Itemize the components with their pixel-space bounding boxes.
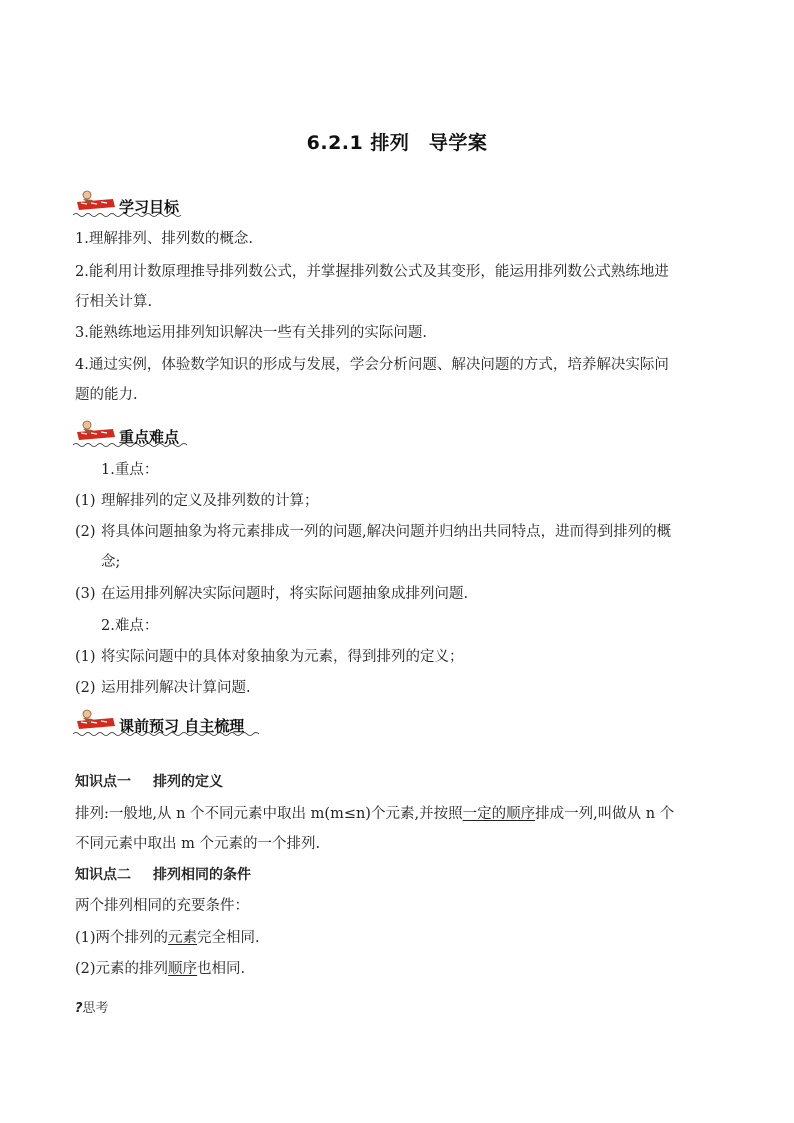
definition-text: 排成一列,叫做从 n 个 bbox=[535, 806, 675, 822]
difficulty-item bbox=[75, 678, 251, 698]
think-prompt bbox=[75, 997, 109, 1016]
condition-intro: 两个排列相同的充要条件： bbox=[75, 898, 249, 914]
wavy-underline bbox=[73, 212, 185, 218]
section-title: 课前预习 自主梳理 bbox=[119, 717, 245, 735]
key-item-text: 将具体问题抽象为将元素排成一列的问题,解决问题并归纳出共同特点，进而得到排列的概 bbox=[101, 524, 672, 540]
goal-item: 3.能熟练地运用排列知识解决一些有关排列的实际问题. bbox=[75, 325, 427, 341]
key-item-num: (1) bbox=[75, 493, 96, 509]
knowledge-point-label: 知识点一 bbox=[75, 774, 131, 790]
difficulty-label: 2.难点： bbox=[101, 618, 159, 634]
key-item-num: (3) bbox=[75, 586, 96, 602]
key-item bbox=[75, 491, 319, 511]
condition-underlined: 顺序 bbox=[168, 961, 198, 977]
wavy-underline bbox=[73, 442, 191, 448]
key-item bbox=[75, 552, 120, 572]
condition-item bbox=[75, 928, 260, 948]
knowledge-point-title: 排列相同的条件 bbox=[153, 867, 251, 883]
key-item-text: 在运用排列解决实际问题时，将实际问题抽象成排列问题. bbox=[101, 586, 469, 602]
difficulty-item-text: 将实际问题中的具体对象抽象为元素，得到排列的定义； bbox=[101, 649, 464, 665]
key-item-text: 理解排列的定义及排列数的计算； bbox=[101, 493, 319, 509]
think-label: 思考 bbox=[82, 1001, 109, 1016]
condition-text: 也相同. bbox=[197, 961, 246, 977]
difficulty-item-text: 运用排列解决计算问题. bbox=[101, 680, 251, 696]
key-item bbox=[75, 522, 671, 542]
key-item bbox=[75, 584, 468, 604]
wavy-underline bbox=[73, 731, 265, 737]
section-title: 学习目标 bbox=[119, 198, 180, 216]
goal-item: 题的能力. bbox=[75, 387, 138, 403]
condition-item bbox=[75, 959, 245, 979]
goal-item: 1.理解排列、排列数的概念. bbox=[75, 231, 253, 247]
question-mark-icon: ? bbox=[75, 1001, 83, 1016]
difficulty-item-num: (1) bbox=[75, 649, 96, 665]
key-item-num: (2) bbox=[75, 524, 96, 540]
definition-line bbox=[75, 804, 674, 824]
knowledge-point-title: 排列的定义 bbox=[153, 774, 223, 790]
knowledge-point-heading bbox=[75, 865, 251, 885]
condition-underlined: 元素 bbox=[168, 930, 198, 946]
condition-text: (1)两个排列的 bbox=[75, 930, 169, 946]
knowledge-point-label: 知识点二 bbox=[75, 867, 131, 883]
condition-text: (2)元素的排列 bbox=[75, 961, 169, 977]
difficulty-item-num: (2) bbox=[75, 680, 96, 696]
goal-item: 行相关计算. bbox=[75, 294, 153, 310]
knowledge-point-heading bbox=[75, 772, 223, 792]
difficulty-item bbox=[75, 647, 464, 667]
section-title: 重点难点 bbox=[119, 428, 180, 446]
definition-text: 排列:一般地,从 n 个不同元素中取出 m(m≤n)个元素,并按照 bbox=[75, 806, 463, 822]
goal-item: 2.能利用计数原理推导排列数公式，并掌握排列数公式及其变形，能运用排列数公式熟练地进 bbox=[75, 264, 669, 280]
definition-underlined: 一定的顺序 bbox=[462, 806, 536, 822]
condition-text: 完全相同. bbox=[197, 930, 260, 946]
key-item-text: 念; bbox=[101, 554, 121, 570]
goal-item: 4.通过实例，体验数学知识的形成与发展，学会分析问题、解决问题的方式，培养解决实际问 bbox=[75, 357, 669, 373]
page-title: 6.2.1 排列 导学案 bbox=[306, 132, 488, 154]
key-label: 1.重点： bbox=[101, 462, 159, 478]
definition-line: 不同元素中取出 m 个元素的一个排列. bbox=[75, 836, 321, 852]
